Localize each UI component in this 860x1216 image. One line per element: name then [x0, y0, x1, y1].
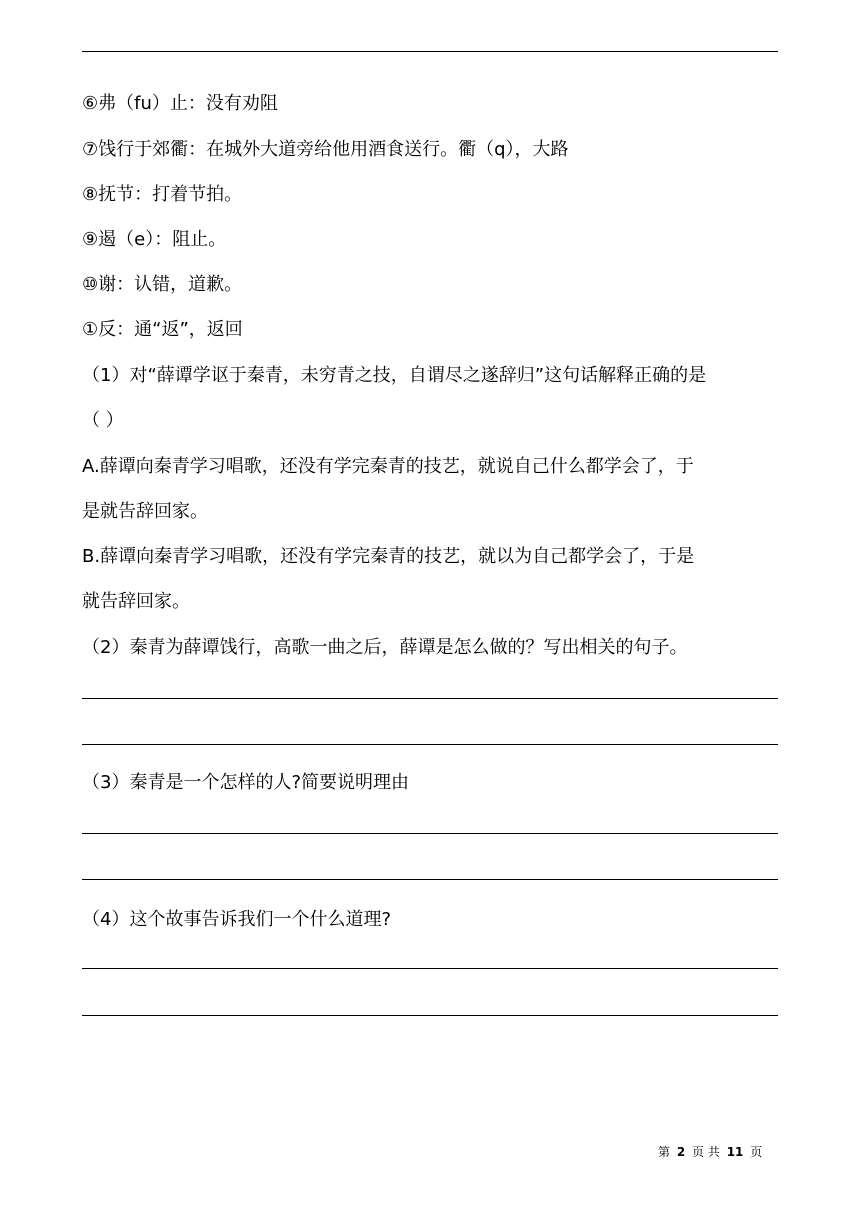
question-2: （2）秦青为薛谭饯行，高歌一曲之后，薛谭是怎么做的？写出相关的句子。: [82, 637, 688, 658]
option-a-line1: A.薛谭向秦青学习唱歌，还没有学完秦青的技艺，就说自己什么都学会了，于: [82, 456, 694, 477]
option-b-line1: B.薛谭向秦青学习唱歌，还没有学完秦青的技艺，就以为自己都学会了，于是: [82, 546, 695, 567]
answer-line[interactable]: [82, 968, 778, 969]
option-b-line2: 就告辞回家。: [82, 591, 190, 612]
footer-prefix: 第: [658, 1145, 671, 1159]
question-1-blank: （ ）: [82, 410, 124, 431]
question-4: （4）这个故事告诉我们一个什么道理?: [82, 909, 392, 930]
answer-line[interactable]: [82, 1015, 778, 1016]
answer-line[interactable]: [82, 879, 778, 880]
footer-mid: 页 共: [692, 1145, 720, 1159]
header-rule: [82, 51, 778, 52]
answer-line[interactable]: [82, 698, 778, 699]
note-11: ①反：通“返”，返回: [82, 319, 243, 340]
option-a-line2: 是就告辞回家。: [82, 501, 208, 522]
answer-line[interactable]: [82, 833, 778, 834]
page-number: 2: [676, 1145, 686, 1159]
note-7: ⑦饯行于郊衢：在城外大道旁给他用酒食送行。衢（q），大路: [82, 139, 569, 160]
note-8: ⑧抚节：打着节拍。: [82, 184, 243, 205]
note-6: ⑥弗（fu）止：没有劝阻: [82, 93, 278, 114]
answer-line[interactable]: [82, 744, 778, 745]
note-10: ⑩谢：认错，道歉。: [82, 274, 243, 295]
page-footer: [658, 1143, 762, 1160]
question-3: （3）秦青是一个怎样的人?简要说明理由: [82, 772, 410, 793]
question-1-stem: （1）对“薛谭学讴于秦青，未穷青之技，自谓尽之遂辞归”这句话解释正确的是: [82, 365, 707, 386]
footer-suffix: 页: [750, 1145, 763, 1159]
page-total: 11: [726, 1145, 744, 1159]
note-9: ⑨遏（e）：阻止。: [82, 229, 227, 250]
